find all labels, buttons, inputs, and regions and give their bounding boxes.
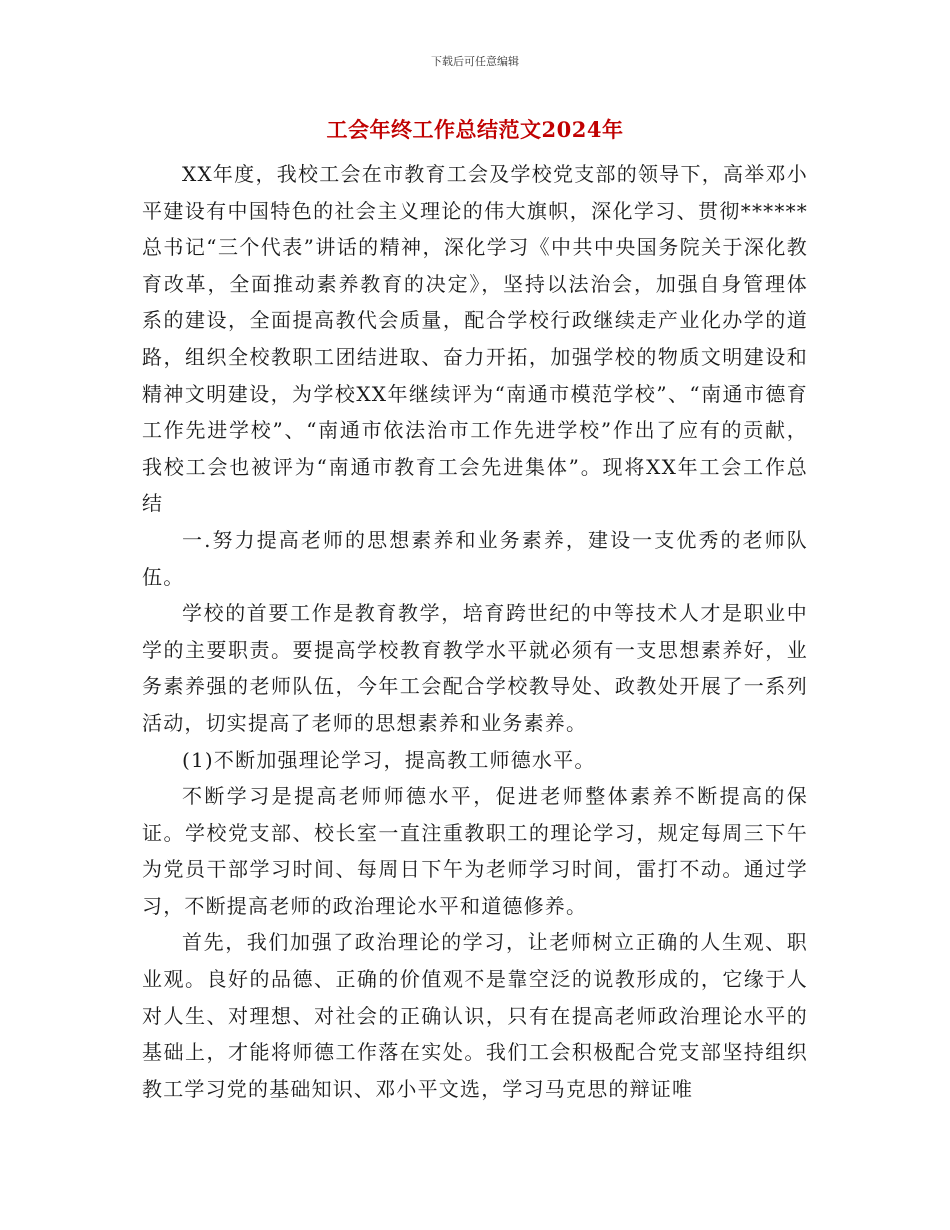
paragraph-study: 不断学习是提高老师师德水平，促进老师整体素养不断提高的保证。学校党支部、校长室一直注重教职工的理论学习，规定每周三下午为党员干部学习时间、每周日下午为老师学习时间，雷打不动。通过学习，不断提高老师的政治理论水平和道德修养。 — [142, 784, 808, 918]
page-header-note: 下载后可任意编辑 — [431, 55, 519, 68]
paragraph-section-heading: 一.努力提高老师的思想素养和业务素养，建设一支优秀的老师队伍。 — [142, 527, 808, 589]
document-body — [142, 156, 808, 1107]
paragraph-teaching-duty: 学校的首要工作是教育教学，培育跨世纪的中等技术人才是职业中学的主要职责。要提高学校教育教学水平就必须有一支思想素养好，业务素养强的老师队伍，今年工会配合学校教导处、政教处开展了一系列活动，切实提高了老师的思想素养和业务素养。 — [142, 601, 808, 735]
paragraph-intro: XX年度，我校工会在市教育工会及学校党支部的领导下，高举邓小平建设有中国特色的社会主义理论的伟大旗帜，深化学习、贯彻******总书记“三个代表”讲话的精神，深化学习《中共中央国务院关于深化教育改革，全面推动素养教育的决定》，坚持以法治会，加强自身管理体系的建设，全面提高教代会质量，配合学校行政继续走产业化办学的道路，组织全校教职工团结进取、奋力开拓，加强学校的物质文明建设和精神文明建设，为学校XX年继续评为“南通市模范学校”、“南通市德育工作先进学校”、“南通市依法治市工作先进学校”作出了应有的贡献，我校工会也被评为“南通市教育工会先进集体”。现将XX年工会工作总结 — [142, 162, 808, 516]
paragraph-political-theory: 首先，我们加强了政治理论的学习，让老师树立正确的人生观、职业观。良好的品德、正确的价值观不是靠空泛的说教形成的，它缘于人对人生、对理想、对社会的正确认识，只有在提高老师政治理论水平的基础上，才能将师德工作落在实处。我们工会积极配合党支部坚持组织教工学习党的基础知识、邓小平文选，学习马克思的辩证唯 — [142, 930, 808, 1101]
document-title: 工会年终工作总结范文2024年 — [326, 117, 624, 142]
paragraph-subheading: (1)不断加强理论学习，提高教工师德水平。 — [182, 747, 596, 772]
